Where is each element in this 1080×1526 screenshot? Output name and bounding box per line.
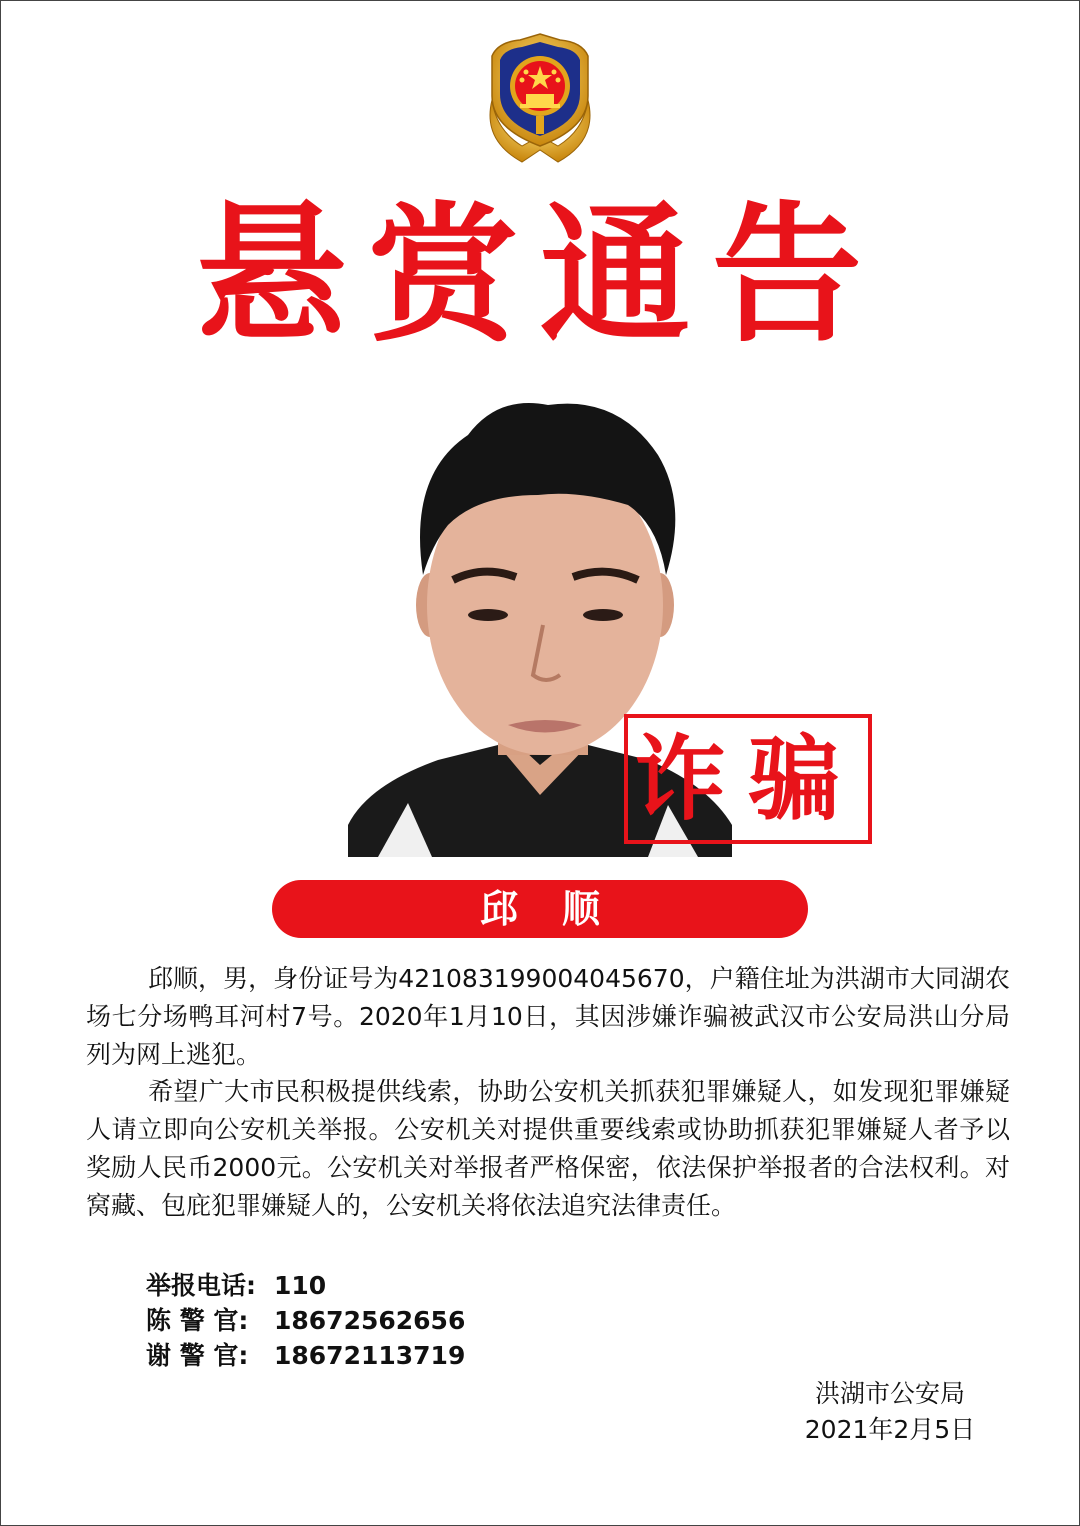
suspect-name-banner: 邱顺: [272, 880, 808, 938]
contact-list: [146, 1268, 465, 1373]
contact-row: [146, 1338, 465, 1373]
notice-body: [86, 960, 1010, 1225]
reward-description: 希望广大市民积极提供线索，协助公安机关抓获犯罪嫌疑人，如发现犯罪嫌疑人请立即向公安机关举报。公安机关对提供重要线索或协助抓获犯罪嫌疑人者予以奖励人民币2000元。公安机关对举报者严格保密，依法保护举报者的合法权利。对窝藏、包庇犯罪嫌疑人的，公安机关将依法追究法律责任。: [86, 1077, 1010, 1220]
contact-number: 18672562656: [274, 1306, 466, 1335]
contact-number: 18672113719: [274, 1341, 466, 1370]
suspect-description: 邱顺，男，身份证号为421083199004045670，户籍住址为洪湖市大同湖农场七分场鸭耳河村7号。2020年1月10日，其因涉嫌诈骗被武汉市公安局洪山分局列为网上逃犯。: [86, 964, 1010, 1069]
contact-label: 举报电话:: [146, 1271, 256, 1300]
crime-stamp: 诈骗: [624, 714, 872, 844]
contact-number: 110: [274, 1271, 327, 1300]
contact-label: 谢 警 官:: [146, 1341, 249, 1370]
contact-row: [146, 1268, 465, 1303]
issue-date: 2021年2月5日: [804, 1415, 976, 1444]
issuer-name: 洪湖市公安局: [814, 1379, 965, 1408]
contact-label: 陈 警 官:: [146, 1306, 249, 1335]
police-emblem-icon: [472, 30, 608, 172]
issuer-signature: [790, 1376, 990, 1448]
contact-row: [146, 1303, 465, 1338]
notice-title: 悬赏通告: [195, 187, 884, 363]
